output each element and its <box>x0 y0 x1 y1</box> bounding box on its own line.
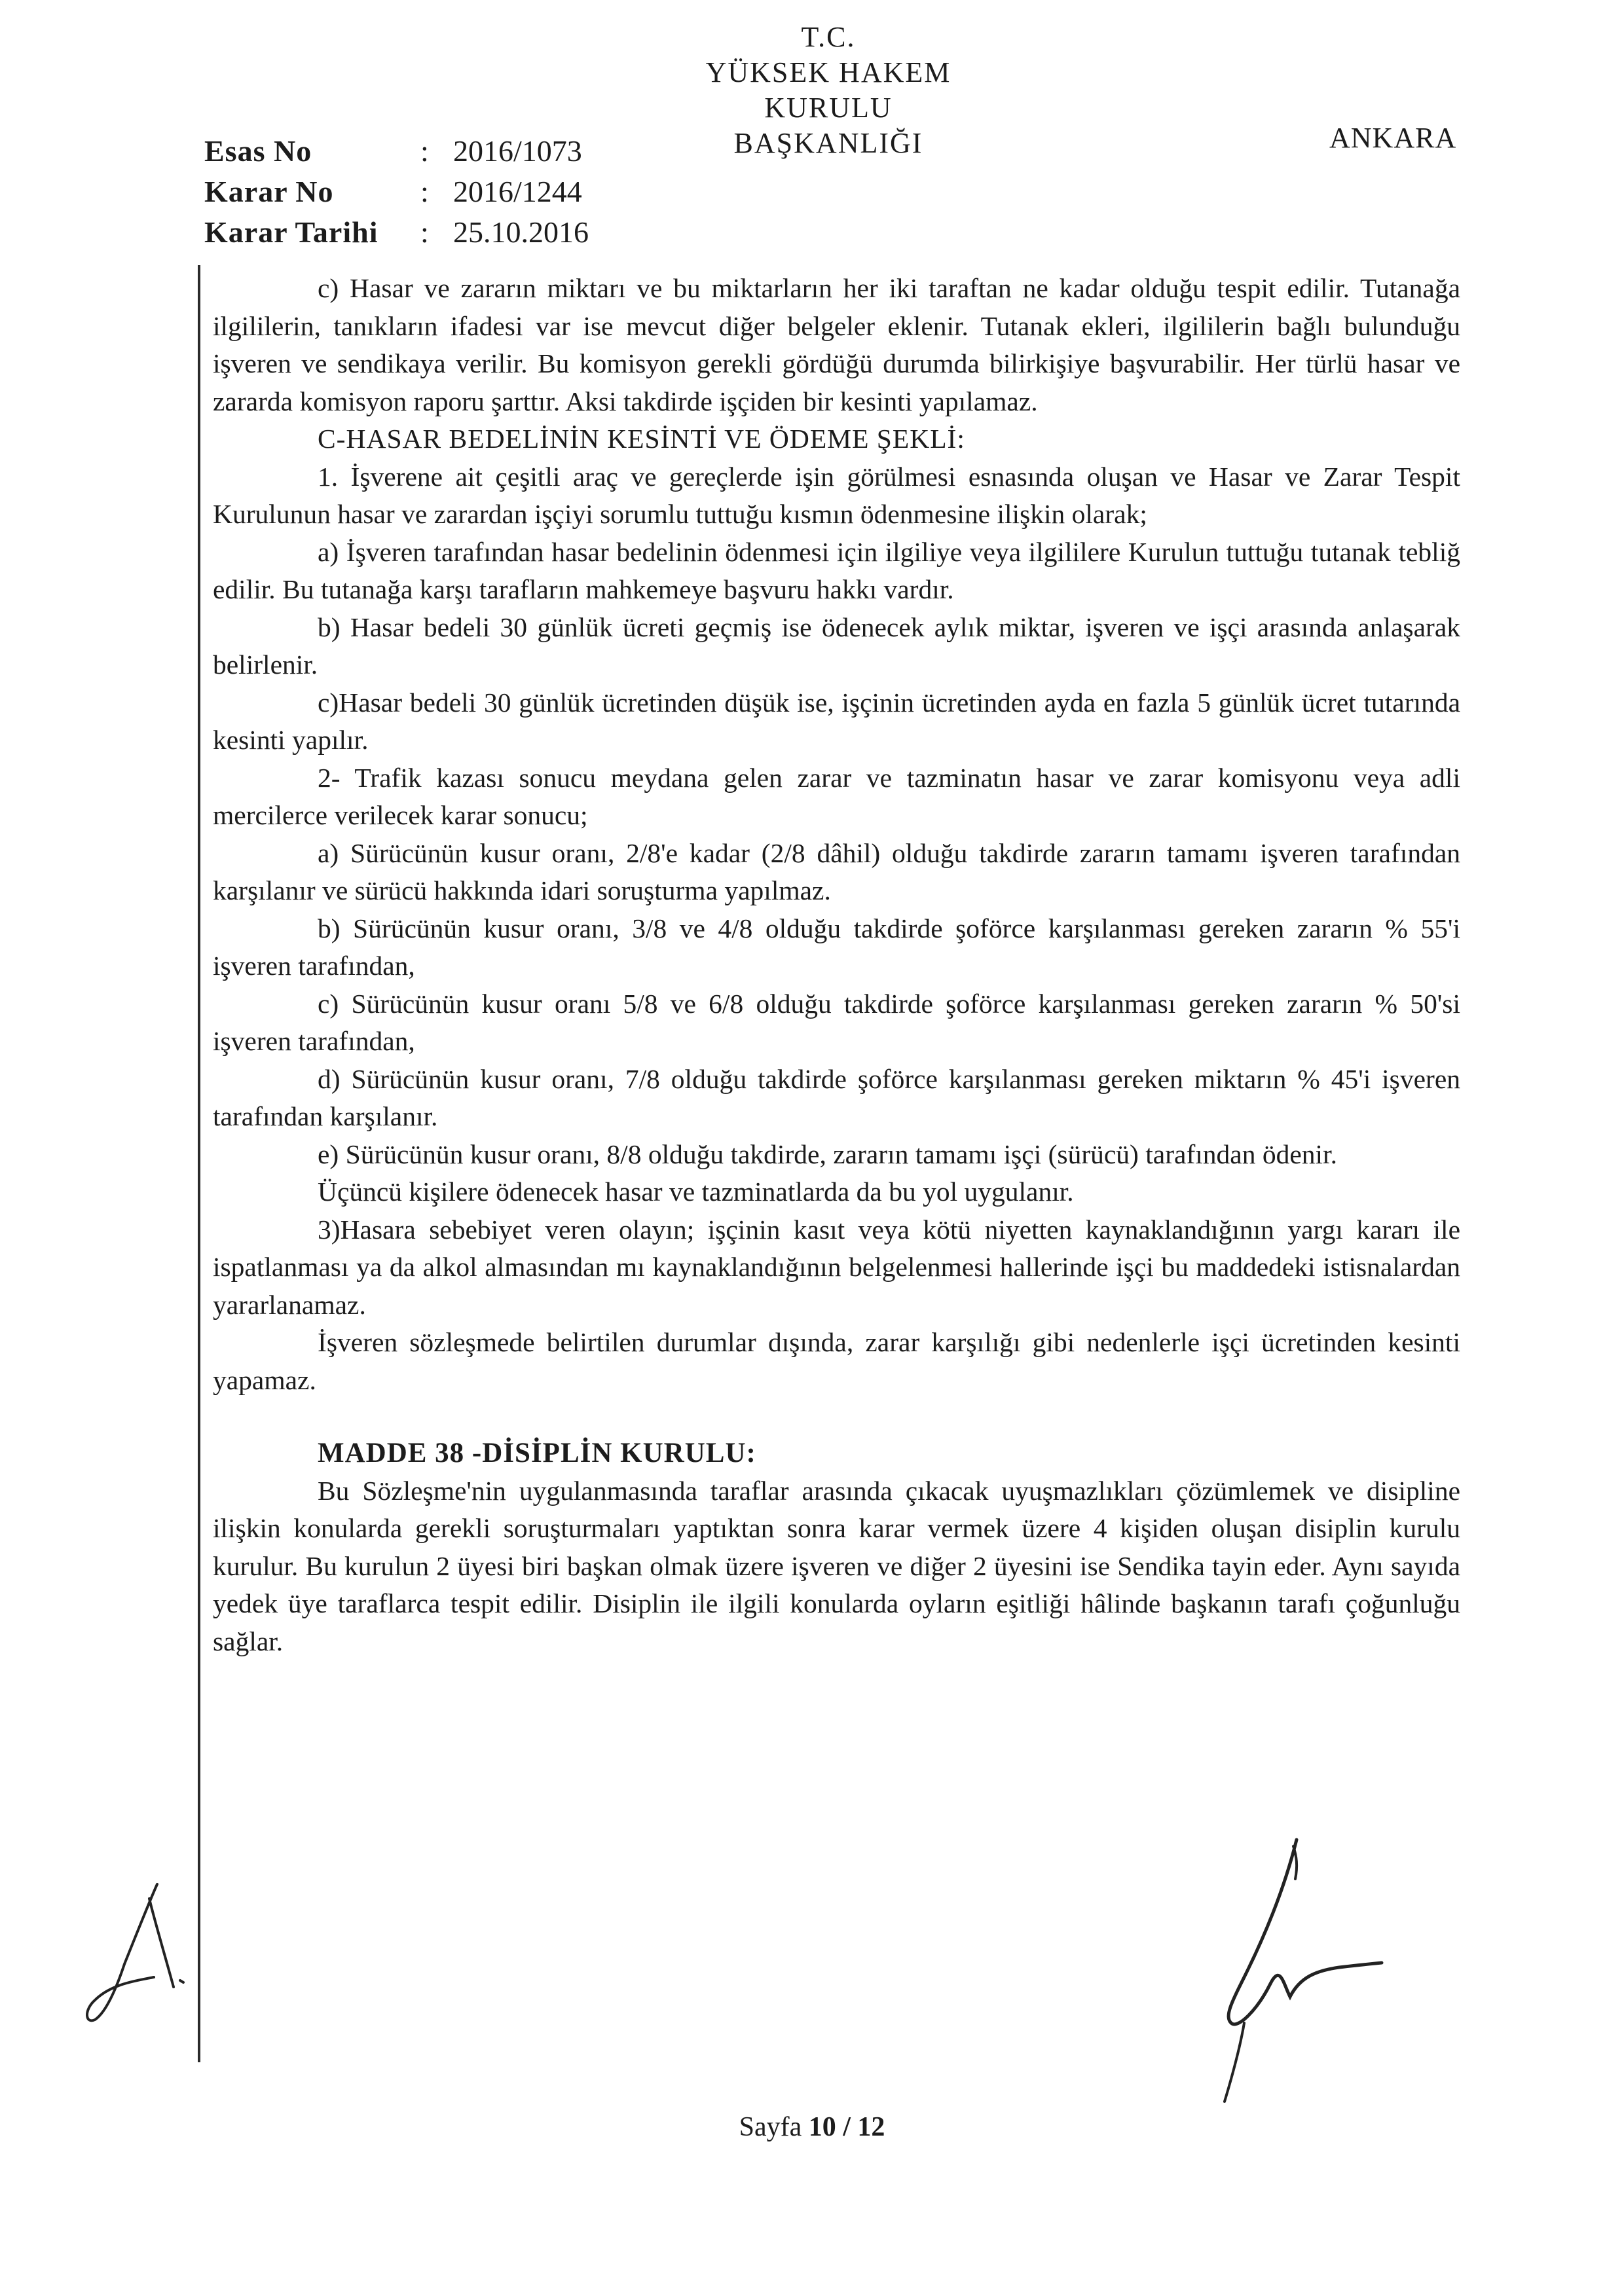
karar-label: Karar No <box>204 175 334 208</box>
paragraph-b-fault-3-8: b) Sürücünün kusur oranı, 3/8 ve 4/8 olduğu takdirde şoförce karşılanması gereken zararın % 55'i işveren tarafından, <box>213 913 1460 981</box>
paragraph-2-traffic: 2- Trafik kazası sonucu meydana gelen zarar ve tazminatın hasar ve zarar komisyonu veya adli mercilerce verilecek karar sonucu; <box>213 762 1460 830</box>
document-body <box>213 270 1460 1660</box>
paragraph-disciplinary-board: Bu Sözleşme'nin uygulanmasında taraflar arasında çıkacak uyuşmazlıkları çözümlemek ve disipline ilişkin konularda gerekli soruşturmaları yaptıktan sonra karar vermek üzere 4 kişiden oluşan disiplin kurulu kurulur. Bu kurulun 2 üyesi biri başkan olmak üzere işveren ve diğer 2 üyesini ise Sendika tayin eder. Aynı sayıda yedek üye taraflarca tespit edilir. Disiplin ile ilgili konularda oyların eşitliği hâlinde başkanın tarafı çoğunluğu sağlar. <box>213 1475 1460 1656</box>
esas-value: 2016/1073 <box>453 134 582 168</box>
paragraph-a-notification: a) İşveren tarafından hasar bedelinin ödenmesi için ilgiliye veya ilgililere Kurulun tuttuğu tutanak tebliğ edilir. Bu tutanağa karşı tarafların mahkemeye başvuru hakkı vardır. <box>213 536 1460 604</box>
spacer <box>213 1399 1460 1434</box>
esas-colon: : <box>420 134 429 168</box>
paragraph-3-intent: 3)Hasara sebebiyet veren olayın; işçinin kasıt veya kötü niyetten kaynaklandığının yargı kararı ile ispatlanması ya da alkol almasından mı kaynaklandığının belgelenmesi hallerinde işçi bu maddedeki istisnalardan yararlanamaz. <box>213 1214 1460 1320</box>
page-number: 10 / 12 <box>808 2112 885 2142</box>
paragraph-d-fault-7-8: d) Sürücünün kusur oranı, 7/8 olduğu takdirde şoförce karşılanması gereken miktarın % 45'i işveren tarafından karşılanır. <box>213 1063 1460 1131</box>
paragraph-1-equipment: 1. İşverene ait çeşitli araç ve gereçlerde işin görülmesi esnasında oluşan ve Hasar ve Zarar Tespit Kurulunun hasar ve zarardan işçiyi sorumlu tuttuğu kısmın ödenmesine ilişkin olarak; <box>213 461 1460 529</box>
header-department: BAŞKANLIĞI <box>733 127 923 159</box>
header-institution: YÜKSEK HAKEM KURULU <box>705 56 951 124</box>
paragraph-c-damage-amount: c) Hasar ve zararın miktarı ve bu miktarların her iki taraftan ne kadar olduğu tespit edilir. Tutanağa ilgililerin, tanıkların ifadesi var ise mevcut diğer belgeler eklenir. Tutanak ekleri, ilgililerin bağlı bulunduğu işveren ve sendikaya verilir. Bu komisyon gerekli gördüğü durumda bilirkişiye başvurabilir. Her türlü hasar ve zararda komisyon raporu şarttır. Aksi takdirde işçiden bir kesinti yapılamaz. <box>213 273 1460 416</box>
karar-colon: : <box>420 175 429 208</box>
paragraph-c-deduction: c)Hasar bedeli 30 günlük ücretinden düşük ise, işçinin ücretinden ayda en fazla 5 günlük ücret tutarında kesinti yapılır. <box>213 687 1460 755</box>
left-margin-rule <box>198 265 200 2062</box>
header-city: ANKARA <box>1329 122 1457 154</box>
right-signature <box>1218 1827 1401 2141</box>
header-republic: T.C. <box>801 21 856 53</box>
paragraph-e-fault-8-8: e) Sürücünün kusur oranı, 8/8 olduğu takdirde, zararın tamamı işçi (sürücü) tarafından ödenir. <box>318 1139 1337 1169</box>
tarih-label: Karar Tarihi <box>204 215 378 249</box>
paragraph-b-monthly-amount: b) Hasar bedeli 30 günlük ücreti geçmiş ise ödenecek aylık miktar, işveren ve işçi arasında anlaşarak belirlenir. <box>213 611 1460 680</box>
paragraph-a-fault-2-8: a) Sürücünün kusur oranı, 2/8'e kadar (2/8 dâhil) olduğu takdirde zararın tamamı işveren tarafından karşılanır ve sürücü hakkında idari soruşturma yapılmaz. <box>213 837 1460 905</box>
article-38-heading: MADDE 38 -DİSİPLİN KURULU: <box>318 1438 756 1468</box>
karar-value: 2016/1244 <box>453 175 582 208</box>
tarih-colon: : <box>420 215 429 249</box>
esas-label: Esas No <box>204 134 312 168</box>
paragraph-c-fault-5-8: c) Sürücünün kusur oranı 5/8 ve 6/8 olduğu takdirde şoförce karşılanması gereken zararın % 50'si işveren tarafından, <box>213 988 1460 1056</box>
paragraph-third-parties: Üçüncü kişilere ödenecek hasar ve tazminatlarda da bu yol uygulanır. <box>318 1176 1074 1207</box>
page-label: Sayfa <box>739 2112 802 2142</box>
tarih-value: 25.10.2016 <box>453 215 589 249</box>
paragraph-employer-deduction: İşveren sözleşmede belirtilen durumlar dışında, zarar karşılığı gibi nedenlerle işçi ücretinden kesinti yapamaz. <box>213 1327 1460 1395</box>
left-initials-signature <box>65 1872 196 2049</box>
section-heading-c: C-HASAR BEDELİNİN KESİNTİ VE ÖDEME ŞEKLİ: <box>318 424 965 454</box>
